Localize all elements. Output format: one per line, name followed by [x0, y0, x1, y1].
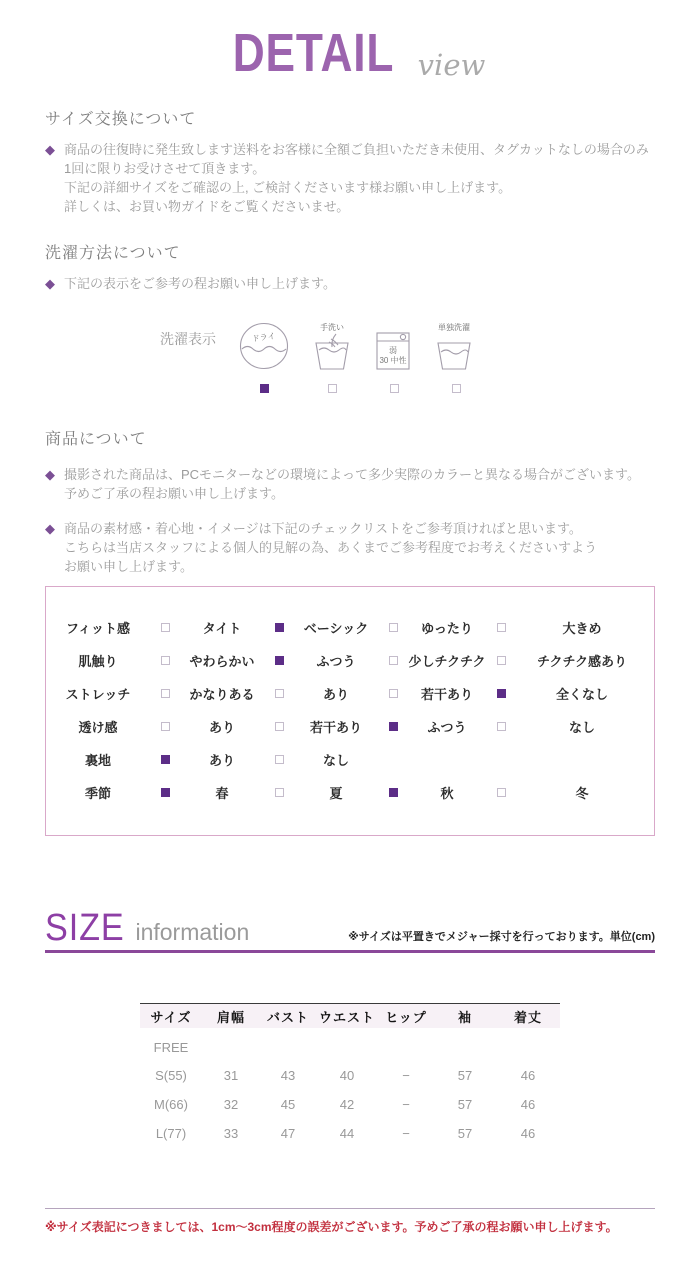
checklist-option-label: ベーシック — [303, 621, 369, 636]
svg-text:30 中性: 30 中性 — [379, 356, 407, 365]
table-row — [140, 1061, 560, 1090]
section-product — [45, 426, 655, 576]
text-line: 商品の往復時に発生致します送料をお客様に全額ご負担いただき未使用、タグカットなしの場合のみ — [64, 142, 649, 157]
checkbox[interactable] — [497, 656, 506, 665]
checkbox[interactable] — [275, 722, 284, 731]
checklist-row-label: 肌触り — [78, 654, 118, 669]
checkbox[interactable] — [161, 689, 170, 698]
checkbox[interactable] — [275, 788, 284, 797]
size-exchange-text — [64, 140, 649, 216]
checklist-option-label: 夏 — [329, 786, 343, 801]
value-cell: 42 — [339, 1097, 355, 1112]
size-cell: FREE — [153, 1040, 189, 1055]
column-header: バスト — [266, 1009, 309, 1025]
checklist-option-label: ゆったり — [421, 621, 473, 636]
size-table-header — [140, 1003, 560, 1028]
checklist-option-label: なし — [568, 720, 595, 735]
value-cell: 57 — [457, 1097, 473, 1112]
machine-weak-icon — [374, 329, 412, 371]
checkbox[interactable] — [275, 689, 284, 698]
value-cell: 45 — [280, 1097, 296, 1112]
product-checklist — [45, 586, 655, 836]
handwash-label: 手洗い — [320, 323, 344, 332]
text-line: こちらは当店スタッフによる個人的見解の為、あくまでご参考程度でお考えくださいすよう — [64, 540, 598, 555]
checklist-option-label: あり — [208, 720, 235, 735]
checkbox[interactable] — [161, 788, 170, 797]
checklist-option-label: やわらかい — [189, 654, 255, 669]
checklist-option-label: ふつう — [427, 720, 467, 735]
checklist-option-label: 春 — [215, 786, 229, 801]
text-line: 下記の詳細サイズをご確認の上, ご検討くださいます様お願い申し上げます。 — [64, 180, 512, 195]
checklist-row-label: 裏地 — [84, 753, 111, 768]
diamond-bullet-icon: ◆ — [45, 467, 55, 482]
text-line: 予めご了承の程お願い申し上げます。 — [64, 486, 284, 501]
value-cell: 46 — [520, 1097, 536, 1112]
footer-divider — [45, 1208, 655, 1209]
checklist-row-stretch — [46, 677, 654, 710]
size-title: SIZE — [45, 907, 125, 949]
column-header: サイズ — [150, 1009, 192, 1025]
section-heading: サイズ交換について — [45, 111, 197, 128]
checkbox[interactable] — [161, 755, 170, 764]
svg-text:弱: 弱 — [389, 346, 397, 355]
diamond-bullet-icon: ◆ — [45, 276, 55, 291]
column-header: 肩幅 — [216, 1009, 245, 1025]
care-symbol-separate — [434, 322, 474, 371]
value-cell: 47 — [280, 1126, 296, 1141]
checkbox-machine-weak[interactable] — [390, 384, 399, 393]
value-cell: 40 — [339, 1068, 355, 1083]
checkbox[interactable] — [389, 623, 398, 632]
value-cell: 44 — [339, 1126, 355, 1141]
table-row — [140, 1090, 560, 1119]
section-washing — [45, 240, 655, 404]
detail-header — [45, 0, 655, 92]
checkbox[interactable] — [497, 722, 506, 731]
care-symbols-caption: 洗濯表示 — [160, 331, 216, 347]
size-title-sub: information — [135, 919, 250, 945]
measurement-note: ※サイズは平置きでメジャー採寸を行っております。単位(cm) — [348, 931, 655, 943]
detail-title: DETAIL — [232, 23, 394, 83]
hand-wash-icon — [312, 333, 352, 371]
checklist-option-label: 若干あり — [309, 720, 362, 735]
table-row — [140, 1034, 560, 1061]
checklist-row-lining — [46, 743, 654, 776]
separate-wash-label: 単独洗濯 — [438, 323, 470, 332]
checklist-row-sheerness — [46, 710, 654, 743]
checklist-row-fit — [46, 611, 654, 644]
checkbox[interactable] — [161, 623, 170, 632]
value-cell: 57 — [457, 1126, 473, 1141]
size-cell: S(55) — [155, 1068, 187, 1083]
diamond-bullet-icon: ◆ — [45, 521, 55, 536]
size-info-header — [45, 907, 655, 953]
text-line: 1回に限りお受けさせて頂きます。 — [64, 161, 266, 176]
care-symbol-handwash — [312, 322, 352, 371]
care-symbol-checkboxes — [160, 384, 655, 404]
checklist-option-label: なし — [322, 753, 349, 768]
value-cell: 46 — [520, 1126, 536, 1141]
checklist-option-label: ふつう — [316, 654, 356, 669]
value-cell: 46 — [520, 1068, 536, 1083]
care-symbols-row — [160, 309, 655, 371]
checklist-option-label: 冬 — [575, 786, 589, 801]
checkbox[interactable] — [389, 689, 398, 698]
column-header: ヒップ — [385, 1009, 427, 1025]
checklist-row-label: 季節 — [84, 786, 111, 801]
value-cell: 43 — [280, 1068, 296, 1083]
column-header: 袖 — [457, 1009, 472, 1025]
diamond-bullet-icon: ◆ — [45, 142, 55, 157]
value-cell: 31 — [223, 1068, 239, 1083]
text-line: お願い申し上げます。 — [64, 559, 193, 574]
checkbox-dry[interactable] — [260, 384, 269, 393]
table-row — [140, 1119, 560, 1148]
checklist-option-label: 大きめ — [562, 621, 602, 636]
checklist-option-label: 秋 — [440, 786, 454, 801]
separate-wash-icon — [434, 333, 474, 371]
dry-clean-icon — [238, 321, 290, 371]
washing-text: 下記の表示をご参考の程お願い申し上げます。 — [64, 276, 336, 291]
checklist-option-label: チクチク感あり — [537, 654, 627, 669]
section-heading: 洗濯方法について — [45, 245, 181, 262]
value-cell: − — [402, 1097, 410, 1112]
checkbox[interactable] — [497, 788, 506, 797]
section-size-exchange — [45, 106, 655, 216]
footer-size-note: ※サイズ表記につきましては、1cm～3cm程度の誤差がございます。予めご了承の程お願い申し上げます。 — [45, 1220, 618, 1234]
care-symbol-machine-weak — [374, 329, 412, 371]
checkbox-separate[interactable] — [452, 384, 461, 393]
detail-title-sub: view — [417, 48, 486, 82]
value-cell: 32 — [223, 1097, 239, 1112]
checkbox[interactable] — [389, 722, 398, 731]
value-cell: 33 — [223, 1126, 239, 1141]
product-note-1 — [64, 465, 640, 503]
checklist-option-label: かなりある — [189, 687, 255, 702]
checklist-option-label: 少しチクチク — [408, 654, 486, 669]
checkbox[interactable] — [275, 656, 284, 665]
size-cell: M(66) — [154, 1097, 188, 1112]
checkbox[interactable] — [275, 755, 284, 764]
checkbox[interactable] — [161, 722, 170, 731]
text-line: 詳しくは、お買い物ガイドをご覧くださいませ。 — [64, 199, 350, 214]
checkbox-handwash[interactable] — [328, 384, 337, 393]
checkbox[interactable] — [161, 656, 170, 665]
value-cell: − — [402, 1126, 410, 1141]
column-header: 着丈 — [513, 1009, 542, 1025]
text-line: 商品の素材感・着心地・イメージは下記のチェックリストをご参考頂ければと思います。 — [64, 521, 582, 536]
size-cell: L(77) — [155, 1126, 187, 1141]
size-table — [140, 1003, 560, 1148]
checklist-option-label: 若干あり — [420, 687, 473, 702]
checkbox[interactable] — [389, 656, 398, 665]
checkbox[interactable] — [497, 623, 506, 632]
checklist-option-label: あり — [322, 687, 349, 702]
svg-text:ドライ: ドライ — [251, 331, 277, 344]
checklist-row-label: 透け感 — [78, 720, 118, 735]
section-heading: 商品について — [45, 431, 147, 448]
product-note-2 — [64, 519, 597, 576]
checklist-option-label: 全くなし — [555, 687, 608, 702]
checklist-row-texture — [46, 644, 654, 677]
value-cell: 57 — [457, 1068, 473, 1083]
value-cell: − — [402, 1068, 410, 1083]
checkbox[interactable] — [389, 788, 398, 797]
text-line: 撮影された商品は、PCモニターなどの環境によって多少実際のカラーと異なる場合がございます。 — [64, 467, 641, 482]
column-header: ウエスト — [318, 1009, 375, 1025]
care-symbol-dry — [238, 321, 290, 371]
checklist-row-label: フィット感 — [66, 621, 130, 636]
checklist-row-label: ストレッチ — [65, 687, 131, 702]
checklist-row-season — [46, 776, 654, 809]
checklist-option-label: あり — [208, 753, 235, 768]
checkbox[interactable] — [275, 623, 284, 632]
checkbox[interactable] — [497, 689, 506, 698]
checklist-option-label: タイト — [202, 621, 242, 636]
